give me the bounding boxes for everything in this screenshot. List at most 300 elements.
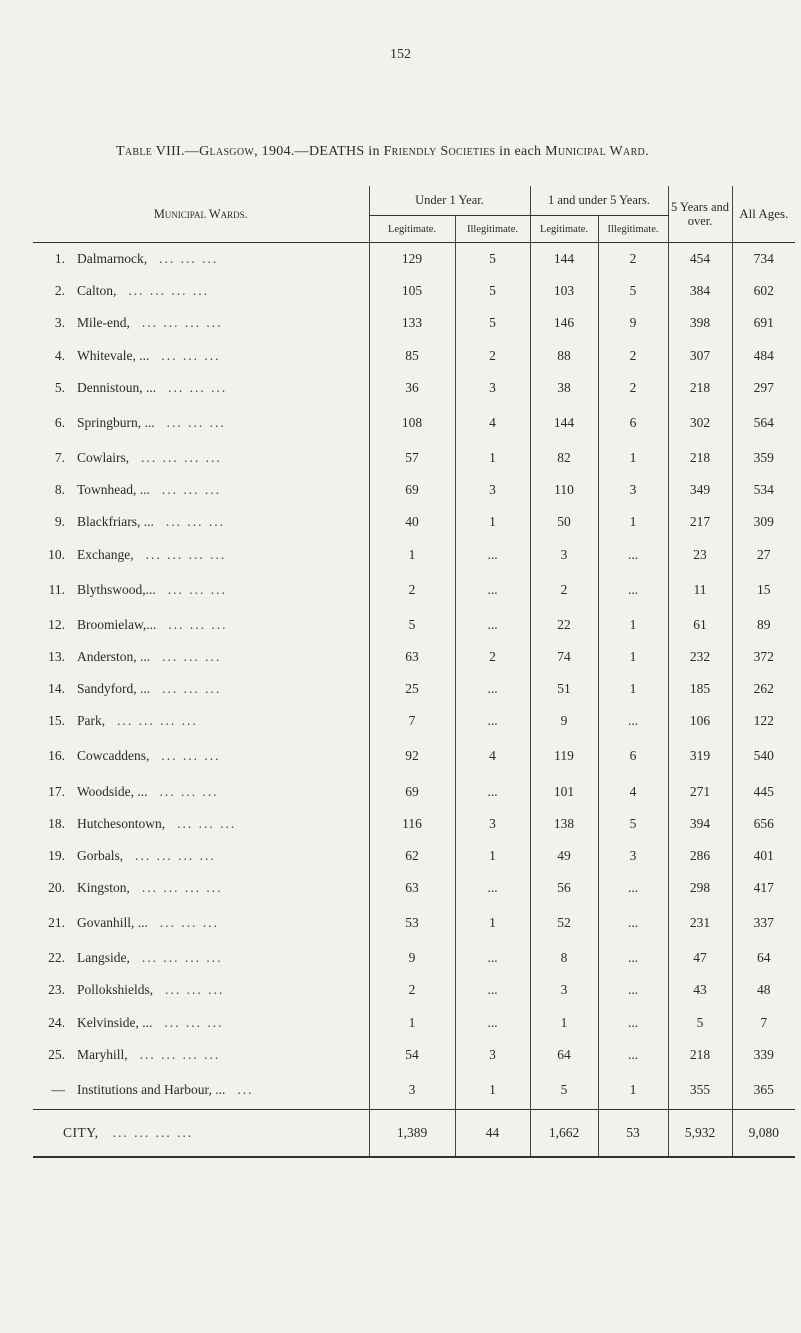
ward-number: 24. [48,1014,65,1030]
cell-all-ages: 309 [732,506,795,538]
total-label [33,1109,369,1157]
table-row [33,243,795,276]
cell-u1-legitimate: 2 [369,571,455,609]
cell-u1-legitimate: 63 [369,872,455,904]
total-1to5-illegitimate: 53 [598,1109,668,1157]
table-row [33,539,795,571]
ward-cell [33,307,369,339]
ward-cell [33,372,369,404]
cell-all-ages: 365 [732,1071,795,1110]
cell-1to5-legitimate: 74 [530,641,598,673]
cell-u1-legitimate: 62 [369,840,455,872]
cell-u1-illegitimate: 1 [455,442,530,474]
ward-name: Maryhill, [77,1046,128,1062]
cell-1to5-legitimate: 51 [530,673,598,705]
ward-cell [33,506,369,538]
cell-1to5-illegitimate: 1 [598,1071,668,1110]
cell-5-over: 302 [668,404,732,442]
ward-cell [33,840,369,872]
ward-number: 12. [48,616,65,632]
total-all-ages: 9,080 [732,1109,795,1157]
total-1to5-legitimate: 1,662 [530,1109,598,1157]
cell-u1-legitimate: 40 [369,506,455,538]
leader-dots: ... ... ... ... [117,713,198,729]
cell-1to5-legitimate: 3 [530,539,598,571]
table-row [33,275,795,307]
total-u1-legitimate: 1,389 [369,1109,455,1157]
cell-1to5-illegitimate: ... [598,539,668,571]
table-row [33,506,795,538]
cell-1to5-illegitimate: 4 [598,775,668,807]
cell-1to5-illegitimate: 6 [598,404,668,442]
cell-5-over: 232 [668,641,732,673]
cell-all-ages: 89 [732,609,795,641]
ward-number: 9. [54,514,65,530]
cell-u1-legitimate: 69 [369,775,455,807]
cell-5-over: 47 [668,942,732,974]
ward-cell [33,609,369,641]
cell-1to5-legitimate: 82 [530,442,598,474]
ward-cell [33,474,369,506]
leader-dots: ... ... ... [168,616,228,632]
title-main: DEATHS in [309,144,384,159]
cell-all-ages: 534 [732,474,795,506]
ward-name: Institutions and Harbour, ... [77,1081,226,1097]
leader-dots: ... ... ... [177,815,237,831]
cell-5-over: 5 [668,1007,732,1039]
cell-all-ages: 297 [732,372,795,404]
cell-1to5-illegitimate: ... [598,872,668,904]
leader-dots: ... ... ... [159,251,219,267]
leader-dots: ... ... ... ... [139,1046,221,1062]
ward-name: Calton, [77,283,117,299]
cell-all-ages: 122 [732,705,795,737]
ward-number: 4. [54,347,65,363]
table-row [33,1039,795,1071]
leader-dots: ... ... ... ... [141,450,222,466]
leader-dots: ... ... ... ... [141,950,223,966]
header-all-ages: All Ages. [732,186,795,243]
cell-5-over: 454 [668,243,732,276]
ward-cell [33,808,369,840]
deaths-table [33,186,795,1158]
ward-cell [33,1007,369,1039]
cell-1to5-illegitimate: ... [598,974,668,1006]
cell-u1-illegitimate: 3 [455,372,530,404]
cell-5-over: 307 [668,340,732,372]
cell-5-over: 185 [668,673,732,705]
cell-1to5-illegitimate: 9 [598,307,668,339]
table-row [33,705,795,737]
cell-1to5-illegitimate: ... [598,904,668,942]
ward-name: Cowcaddens, [77,748,150,764]
ward-name: Sandyford, ... [77,681,151,697]
cell-u1-legitimate: 53 [369,904,455,942]
cell-u1-illegitimate: ... [455,673,530,705]
cell-u1-legitimate: 69 [369,474,455,506]
cell-u1-legitimate: 116 [369,808,455,840]
table-row [33,974,795,1006]
table-row [33,404,795,442]
cell-1to5-illegitimate: 1 [598,641,668,673]
table-row [33,942,795,974]
cell-u1-illegitimate: 4 [455,737,530,775]
cell-1to5-legitimate: 5 [530,1071,598,1110]
cell-1to5-legitimate: 1 [530,1007,598,1039]
ward-cell [33,404,369,442]
ward-number: 25. [48,1046,65,1062]
cell-5-over: 394 [668,808,732,840]
ward-number: 21. [48,915,65,931]
cell-1to5-illegitimate: ... [598,1007,668,1039]
header-municipal-wards: Municipal Wards. [33,186,369,243]
cell-u1-illegitimate: 2 [455,641,530,673]
leader-dots: ... ... ... [162,681,222,697]
ward-cell [33,442,369,474]
page-number: 152 [390,47,411,62]
header-under-1-year: Under 1 Year. [369,186,530,216]
cell-1to5-legitimate: 101 [530,775,598,807]
table-row [33,372,795,404]
table-row [33,840,795,872]
table-row [33,609,795,641]
cell-all-ages: 445 [732,775,795,807]
cell-1to5-illegitimate: 3 [598,840,668,872]
cell-all-ages: 656 [732,808,795,840]
ward-number: 18. [48,815,65,831]
header-1-to-5-years: 1 and under 5 Years. [530,186,668,216]
ward-name: Govanhill, ... [77,915,148,931]
cell-1to5-illegitimate: 1 [598,442,668,474]
header-u1-illegitimate: Illegitimate. [455,216,530,243]
title-middle: in each [495,144,546,159]
cell-all-ages: 734 [732,243,795,276]
cell-5-over: 217 [668,506,732,538]
ward-number: 15. [48,713,65,729]
title-prefix: Table VIII.—Glasgow, 1904.— [116,144,309,159]
cell-1to5-illegitimate: 2 [598,372,668,404]
leader-dots: ... ... ... ... [141,880,223,896]
cell-5-over: 298 [668,872,732,904]
cell-1to5-illegitimate: 6 [598,737,668,775]
cell-1to5-illegitimate: 5 [598,808,668,840]
cell-u1-illegitimate: 2 [455,340,530,372]
cell-u1-illegitimate: ... [455,1007,530,1039]
cell-5-over: 11 [668,571,732,609]
cell-1to5-illegitimate: ... [598,705,668,737]
leader-dots: ... ... ... [161,482,222,498]
cell-u1-illegitimate: ... [455,539,530,571]
cell-all-ages: 564 [732,404,795,442]
cell-1to5-legitimate: 103 [530,275,598,307]
cell-u1-illegitimate: ... [455,974,530,1006]
ward-cell [33,243,369,276]
ward-name: Kelvinside, ... [77,1014,153,1030]
cell-1to5-illegitimate: ... [598,571,668,609]
table-row [33,641,795,673]
ward-number: 3. [54,315,65,331]
cell-5-over: 23 [668,539,732,571]
ward-number: 6. [54,414,65,430]
ward-name: Pollokshields, [77,982,154,998]
cell-u1-legitimate: 54 [369,1039,455,1071]
cell-u1-legitimate: 36 [369,372,455,404]
cell-u1-illegitimate: ... [455,872,530,904]
cell-1to5-legitimate: 52 [530,904,598,942]
cell-5-over: 349 [668,474,732,506]
leader-dots: ... ... ... [166,414,226,430]
total-u1-illegitimate: 44 [455,1109,530,1157]
cell-all-ages: 7 [732,1007,795,1039]
ward-cell [33,737,369,775]
cell-u1-illegitimate: 5 [455,275,530,307]
cell-all-ages: 540 [732,737,795,775]
cell-1to5-legitimate: 119 [530,737,598,775]
cell-u1-legitimate: 133 [369,307,455,339]
cell-5-over: 218 [668,1039,732,1071]
cell-u1-legitimate: 105 [369,275,455,307]
ward-name: Townhead, ... [77,482,150,498]
ward-cell [33,571,369,609]
cell-1to5-illegitimate: ... [598,1039,668,1071]
cell-1to5-legitimate: 144 [530,404,598,442]
cell-u1-illegitimate: 3 [455,474,530,506]
cell-1to5-legitimate: 146 [530,307,598,339]
table-title [116,144,649,160]
ward-number: 20. [48,880,65,896]
cell-u1-illegitimate: ... [455,942,530,974]
cell-1to5-legitimate: 9 [530,705,598,737]
cell-1to5-legitimate: 50 [530,506,598,538]
ward-cell [33,1071,369,1110]
cell-u1-illegitimate: 3 [455,1039,530,1071]
header-u1-legitimate: Legitimate. [369,216,455,243]
cell-all-ages: 602 [732,275,795,307]
ward-cell [33,974,369,1006]
cell-u1-illegitimate: 3 [455,808,530,840]
cell-1to5-legitimate: 22 [530,609,598,641]
cell-1to5-illegitimate: ... [598,942,668,974]
table-row [33,307,795,339]
ward-name: Dalmarnock, [77,251,148,267]
cell-1to5-illegitimate: 1 [598,609,668,641]
cell-1to5-legitimate: 49 [530,840,598,872]
ward-number: 8. [54,482,65,498]
table-row [33,904,795,942]
ward-number: 5. [54,379,65,395]
ward-name: Cowlairs, [77,450,130,466]
cell-u1-legitimate: 1 [369,1007,455,1039]
ward-name: Anderston, ... [77,648,151,664]
cell-1to5-illegitimate: 2 [598,340,668,372]
header-row-top [33,186,795,216]
ward-name: Springburn, ... [77,414,155,430]
cell-all-ages: 27 [732,539,795,571]
cell-1to5-legitimate: 3 [530,974,598,1006]
cell-all-ages: 691 [732,307,795,339]
cell-5-over: 384 [668,275,732,307]
cell-u1-illegitimate: 5 [455,243,530,276]
ward-number: — [51,1081,65,1097]
cell-all-ages: 15 [732,571,795,609]
cell-u1-illegitimate: 1 [455,840,530,872]
table-row [33,775,795,807]
cell-u1-legitimate: 2 [369,974,455,1006]
ward-cell [33,673,369,705]
cell-5-over: 218 [668,372,732,404]
leader-dots: ... ... ... [167,581,227,597]
ward-name: Whitevale, ... [77,347,150,363]
table-row [33,571,795,609]
leader-dots: ... ... ... ... [145,546,227,562]
ward-name: Park, [77,713,106,729]
total-dots: ... ... ... ... [112,1124,194,1140]
cell-u1-legitimate: 92 [369,737,455,775]
city-label: CITY, [63,1124,99,1140]
ward-name: Gorbals, [77,847,124,863]
cell-u1-illegitimate: 1 [455,1071,530,1110]
city-total-row [33,1109,795,1157]
header-1to5-legitimate: Legitimate. [530,216,598,243]
cell-5-over: 106 [668,705,732,737]
ward-number: 1. [54,251,65,267]
cell-1to5-legitimate: 56 [530,872,598,904]
cell-all-ages: 48 [732,974,795,1006]
cell-1to5-legitimate: 88 [530,340,598,372]
cell-1to5-illegitimate: 2 [598,243,668,276]
ward-cell [33,275,369,307]
cell-5-over: 355 [668,1071,732,1110]
cell-u1-illegitimate: ... [455,775,530,807]
cell-u1-legitimate: 25 [369,673,455,705]
cell-1to5-legitimate: 38 [530,372,598,404]
table-row [33,737,795,775]
cell-all-ages: 401 [732,840,795,872]
cell-1to5-legitimate: 64 [530,1039,598,1071]
cell-all-ages: 359 [732,442,795,474]
leader-dots: ... ... ... [159,783,219,799]
leader-dots: ... [237,1081,254,1097]
ward-number: 19. [48,847,65,863]
leader-dots: ... ... ... ... [135,847,216,863]
leader-dots: ... ... ... [164,1014,224,1030]
ward-name: Dennistoun, ... [77,379,157,395]
ward-number: 7. [54,450,65,466]
cell-5-over: 43 [668,974,732,1006]
ward-name: Hutchesontown, [77,815,166,831]
ward-name: Kingston, [77,880,130,896]
cell-1to5-legitimate: 144 [530,243,598,276]
leader-dots: ... ... ... [161,347,221,363]
cell-5-over: 61 [668,609,732,641]
ward-number: 13. [48,648,65,664]
cell-5-over: 319 [668,737,732,775]
cell-u1-legitimate: 1 [369,539,455,571]
cell-u1-illegitimate: 1 [455,904,530,942]
ward-name: Broomielaw,... [77,616,157,632]
ward-number: 17. [48,783,65,799]
cell-u1-legitimate: 7 [369,705,455,737]
ward-name: Mile-end, [77,315,130,331]
header-1to5-illegitimate: Illegitimate. [598,216,668,243]
table-body [33,243,795,1110]
cell-u1-illegitimate: ... [455,571,530,609]
leader-dots: ... ... ... ... [141,315,223,331]
ward-cell [33,705,369,737]
cell-5-over: 271 [668,775,732,807]
ward-name: Blythswood,... [77,581,156,597]
ward-name: Blackfriars, ... [77,514,154,530]
cell-u1-illegitimate: ... [455,609,530,641]
cell-u1-illegitimate: ... [455,705,530,737]
ward-number: 11. [48,581,65,597]
cell-5-over: 286 [668,840,732,872]
cell-1to5-illegitimate: 3 [598,474,668,506]
ward-cell [33,539,369,571]
cell-all-ages: 64 [732,942,795,974]
cell-u1-illegitimate: 4 [455,404,530,442]
cell-u1-legitimate: 108 [369,404,455,442]
table-row [33,872,795,904]
ward-number: 2. [54,283,65,299]
leader-dots: ... ... ... [165,982,225,998]
cell-1to5-illegitimate: 5 [598,275,668,307]
cell-5-over: 398 [668,307,732,339]
cell-u1-legitimate: 9 [369,942,455,974]
leader-dots: ... ... ... [159,915,219,931]
cell-all-ages: 262 [732,673,795,705]
cell-all-ages: 484 [732,340,795,372]
cell-u1-legitimate: 57 [369,442,455,474]
cell-1to5-legitimate: 8 [530,942,598,974]
table-row [33,673,795,705]
ward-cell [33,641,369,673]
cell-all-ages: 337 [732,904,795,942]
cell-u1-legitimate: 5 [369,609,455,641]
cell-5-over: 218 [668,442,732,474]
cell-u1-legitimate: 85 [369,340,455,372]
leader-dots: ... ... ... [162,648,222,664]
ward-cell [33,942,369,974]
title-municipal-ward: Municipal Ward [545,144,646,159]
cell-all-ages: 339 [732,1039,795,1071]
cell-5-over: 231 [668,904,732,942]
ward-number: 14. [48,681,65,697]
ward-cell [33,775,369,807]
title-end: . [645,144,649,159]
ward-cell [33,1039,369,1071]
leader-dots: ... ... ... ... [128,283,209,299]
ward-number: 16. [48,748,65,764]
ward-cell [33,904,369,942]
table-row [33,442,795,474]
ward-name: Langside, [77,950,130,966]
cell-all-ages: 417 [732,872,795,904]
table-row [33,340,795,372]
cell-all-ages: 372 [732,641,795,673]
ward-number: 22. [48,950,65,966]
cell-1to5-legitimate: 110 [530,474,598,506]
cell-u1-illegitimate: 5 [455,307,530,339]
cell-u1-legitimate: 129 [369,243,455,276]
ward-number: 10. [48,546,65,562]
total-5-over: 5,932 [668,1109,732,1157]
cell-1to5-illegitimate: 1 [598,673,668,705]
leader-dots: ... ... ... [161,748,221,764]
ward-cell [33,872,369,904]
table-row [33,1007,795,1039]
table-row [33,1071,795,1110]
